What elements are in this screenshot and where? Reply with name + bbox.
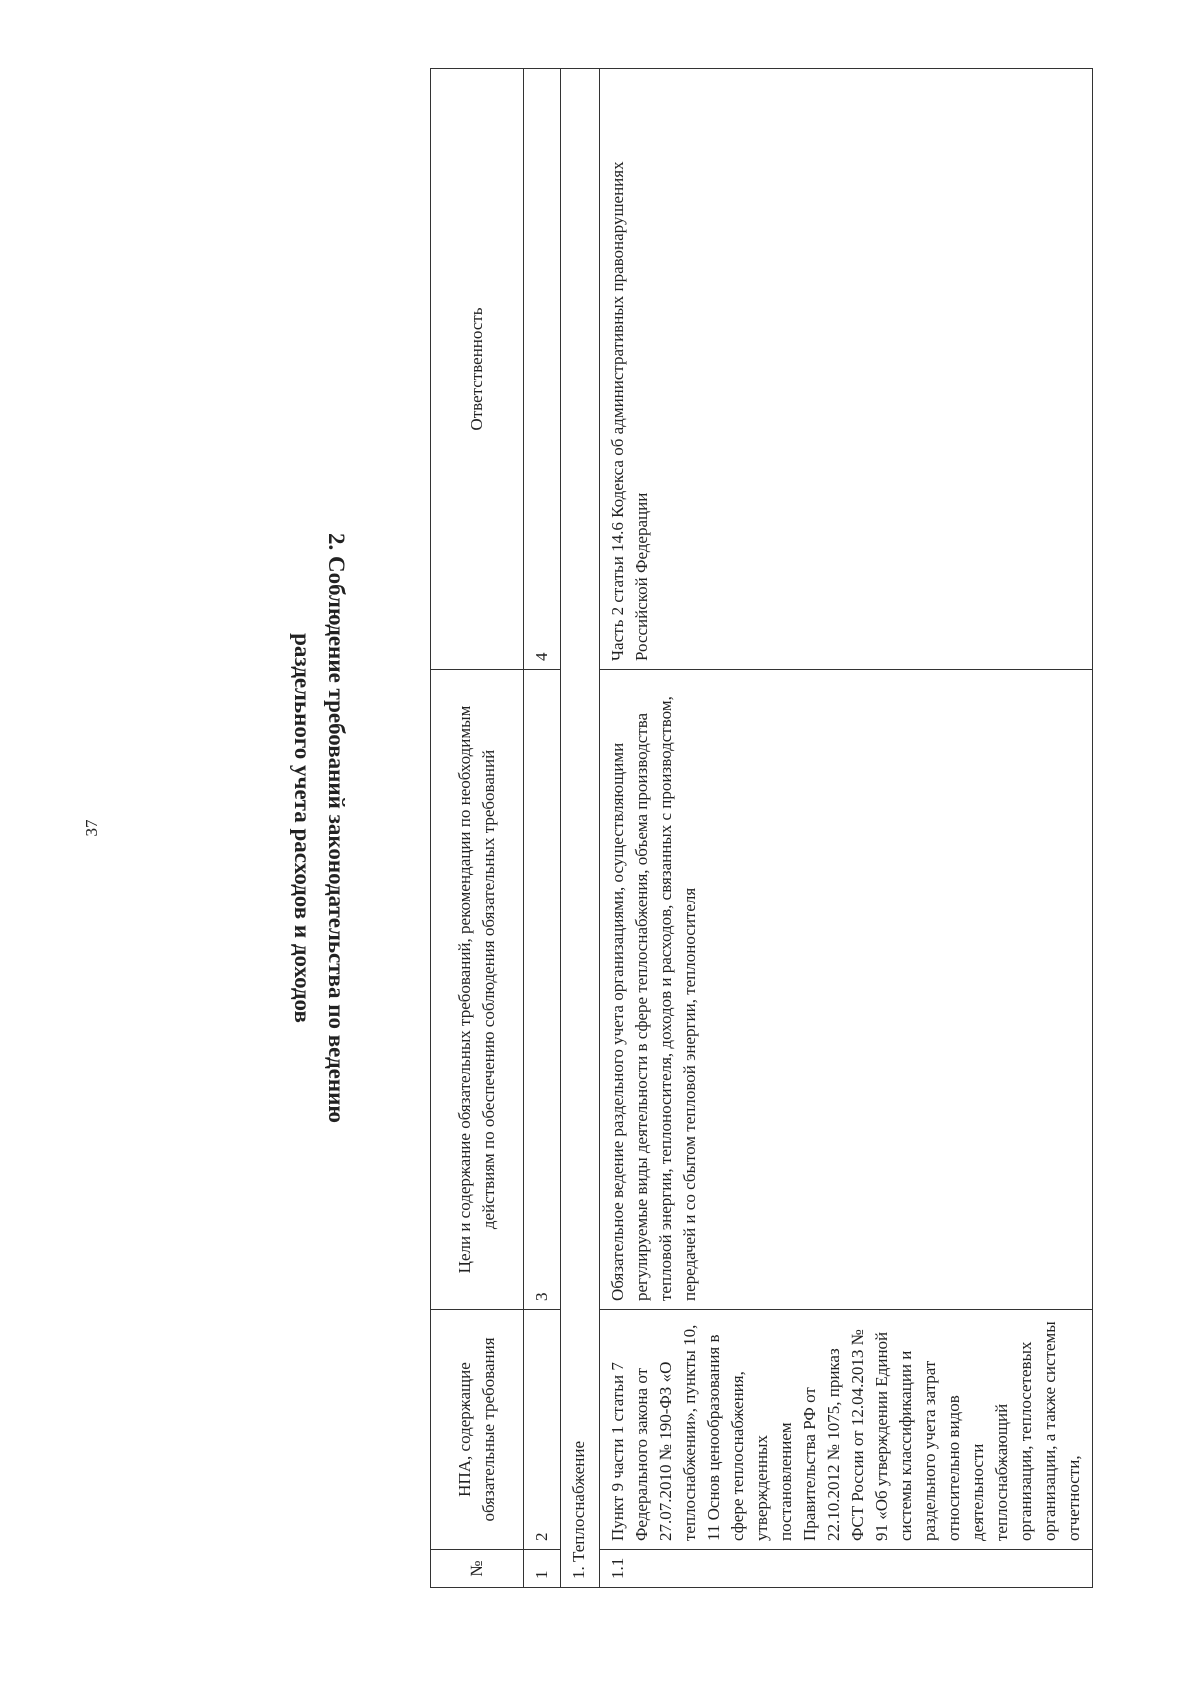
row-number: 1.1 [600, 1550, 1093, 1588]
row-responsibility: Часть 2 статьи 14.6 Кодекса об административных правонарушениях Российской Федерации [600, 69, 1093, 670]
rotated-page-content [163, 68, 1093, 1588]
page-number: 37 [82, 819, 101, 837]
column-number-1: 1 [524, 1550, 561, 1588]
section-title: 1. Теплоснабжение [561, 69, 600, 1588]
section-row [561, 69, 600, 1588]
requirements-table-wrapper [403, 68, 1093, 1588]
table-header-row [431, 69, 524, 1588]
document-title-line-2: раздельного учета расходов и доходов [290, 633, 315, 1023]
document-title [285, 68, 353, 1588]
document-title-line-1: 2. Соблюдение требований законодательства по ведению [324, 533, 349, 1123]
row-goals: Обязательное ведение раздельного учета организациями, осуществляющими регулируемые виды деятельности в сфере теплоснабжения, объема производства тепловой энергии, теплоносителя, доходов и расходов, связанных с производством, передачей и со сбытом тепловой энергии, теплоносителя [600, 670, 1093, 1310]
column-number-3: 3 [524, 670, 561, 1310]
table-row [600, 69, 1093, 1588]
header-responsibility: Ответственность [431, 69, 524, 670]
header-number: № [431, 1550, 524, 1588]
row-npa: Пункт 9 части 1 статьи 7 Федерального закона от 27.07.2010 № 190-ФЗ «О теплоснабжении», пункты 10, 11 Основ ценообразования в сфере теплоснабжения, утвержденных постановлением Правительства РФ от 22.10.2012 № 1075, приказ ФСТ России от 12.04.2013 № 91 «Об утверждении Единой системы классификации и раздельного учета затрат относительно видов деятельности теплоснабжающий организации, теплосетевых организации, а также системы отчетности, [600, 1310, 1093, 1550]
column-number-2: 2 [524, 1310, 561, 1550]
column-number-4: 4 [524, 69, 561, 670]
column-numbers-row [524, 69, 561, 1588]
header-npa: НПА, содержащие обязательные требования [431, 1310, 524, 1550]
header-goals: Цели и содержание обязательных требований, рекомендации по необходимым действиям по обеспечению соблюдения обязательных требований [431, 670, 524, 1310]
requirements-table [430, 68, 1093, 1588]
